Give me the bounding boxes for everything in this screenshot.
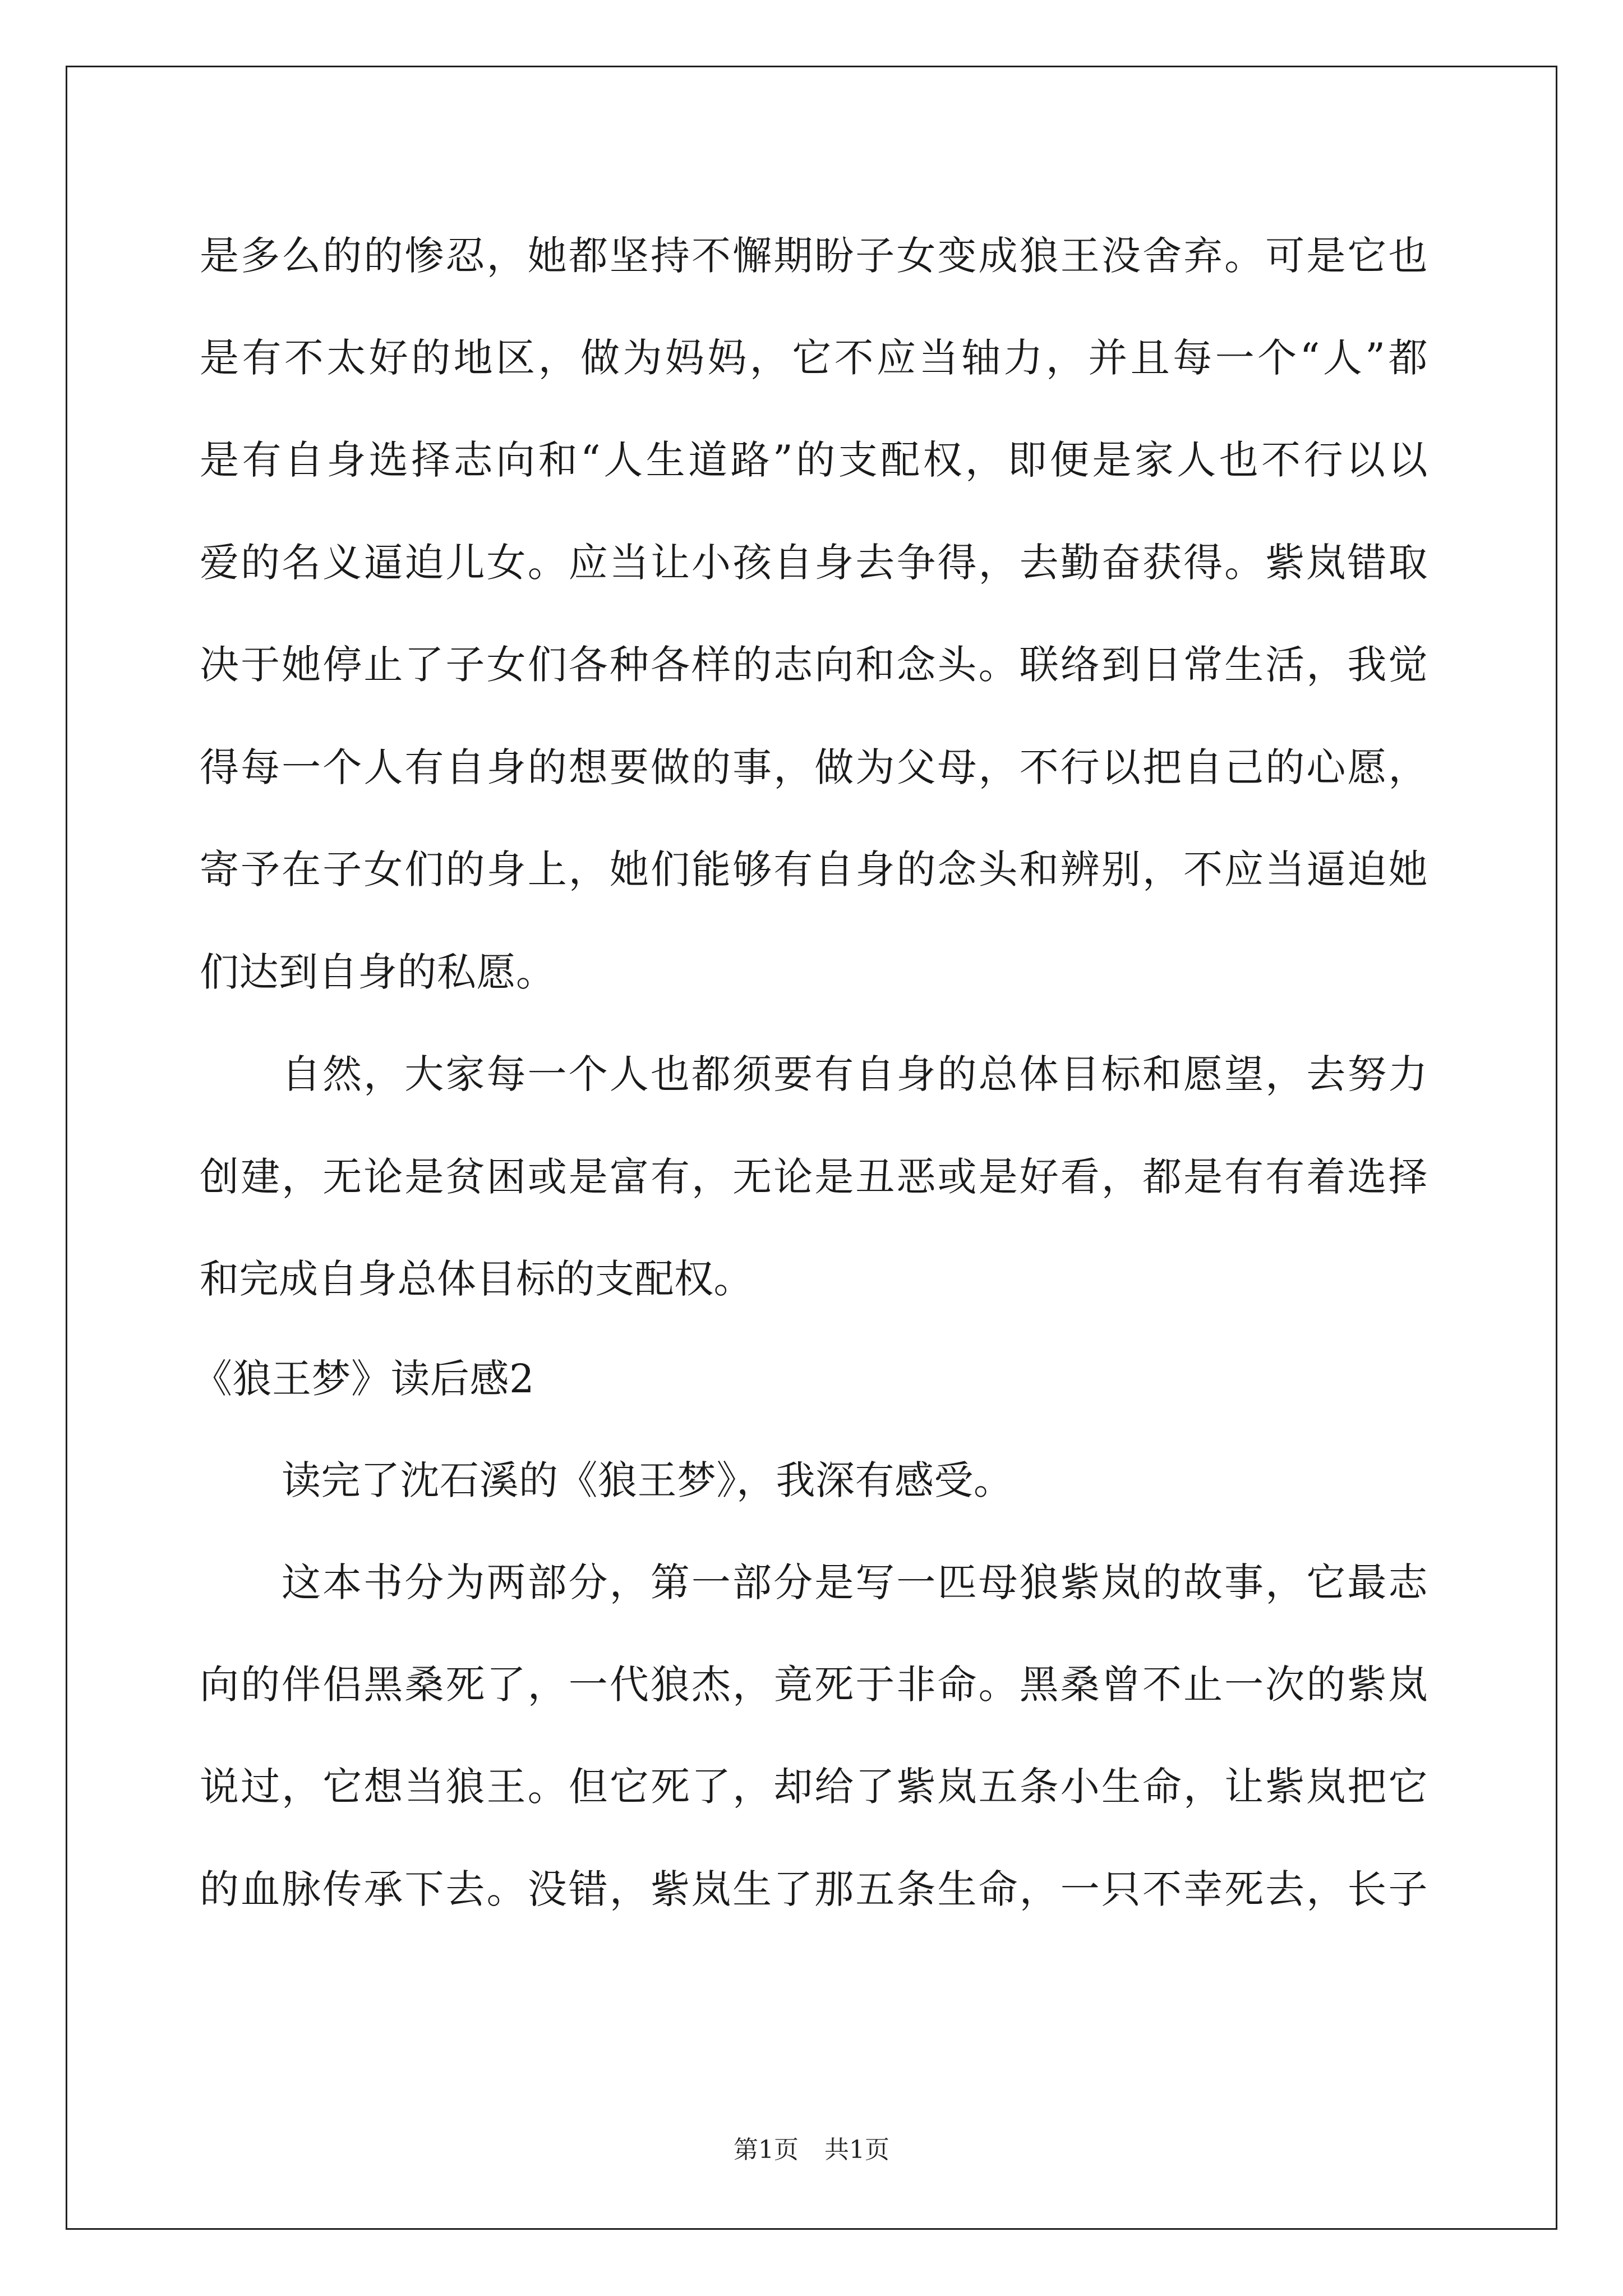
text-line-17: 的血脉传承下去。没错，紫岚生了那五条生命，一只不幸死去，长子 <box>200 1866 1428 1912</box>
text-line-4: 爱的名义逼迫儿女。应当让小孩自身去争得，去勤奋获得。紫岚错取 <box>200 540 1428 586</box>
section-heading: 《狼王梦》读后感2 <box>193 1356 535 1402</box>
text-line-16: 说过，它想当狼王。但它死了，却给了紫岚五条小生命，让紫岚把它 <box>200 1764 1428 1810</box>
text-line-5: 决于她停止了子女们各种各样的志向和念头。联络到日常生活，我觉 <box>200 642 1428 688</box>
text-line-3: 是有自身选择志向和“人生道路”的支配权，即便是家人也不行以以 <box>200 437 1428 483</box>
text-line-11: 和完成自身总体目标的支配权。 <box>200 1256 753 1302</box>
text-line-6: 得每一个人有自身的想要做的事，做为父母，不行以把自己的心愿， <box>200 744 1428 790</box>
text-line-1: 是多么的的惨忍，她都坚持不懈期盼子女变成狼王没舍弃。可是它也 <box>200 233 1428 279</box>
page-total: 共1页 <box>824 2136 889 2164</box>
text-line-2: 是有不太好的地区，做为妈妈，它不应当轴力，并且每一个“人”都 <box>200 335 1428 381</box>
text-line-7: 寄予在子女们的身上，她们能够有自身的念头和辨别，不应当逼迫她 <box>200 846 1428 892</box>
text-line-10: 创建，无论是贫困或是富有，无论是丑恶或是好看，都是有有着选择 <box>200 1154 1428 1200</box>
text-line-13: 读完了沈石溪的《狼王梦》，我深有感受。 <box>282 1457 1013 1503</box>
page-number: 第1页 <box>734 2136 799 2164</box>
text-line-15: 向的伴侣黑桑死了，一代狼杰，竟死于非命。黑桑曾不止一次的紫岚 <box>200 1662 1428 1708</box>
text-line-9: 自然，大家每一个人也都须要有自身的总体目标和愿望，去努力 <box>282 1051 1428 1097</box>
page-footer <box>0 2134 1623 2166</box>
text-line-14: 这本书分为两部分，第一部分是写一匹母狼紫岚的故事，它最志 <box>282 1559 1428 1605</box>
text-line-8: 们达到自身的私愿。 <box>200 949 556 995</box>
